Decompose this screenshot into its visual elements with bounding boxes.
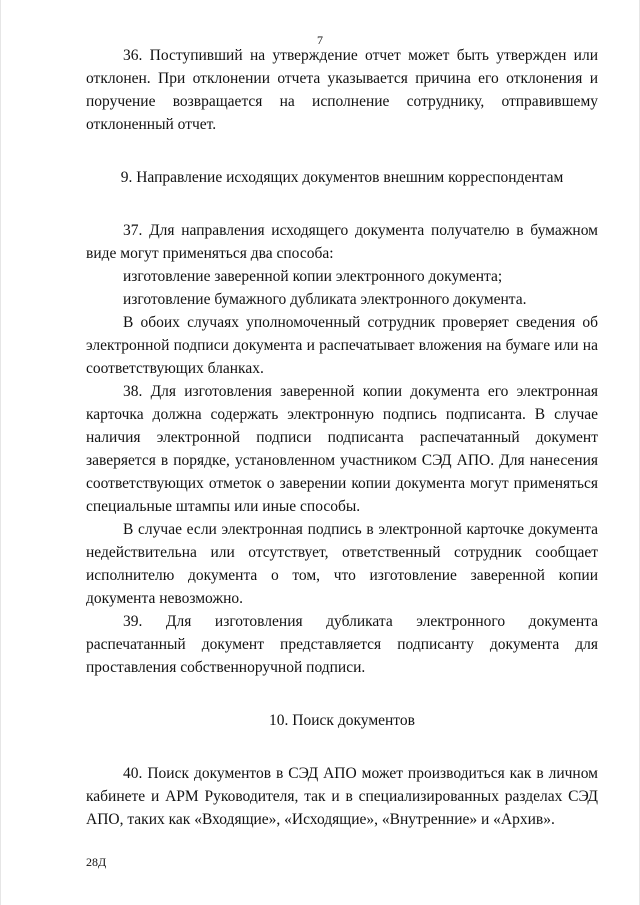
document-body — [86, 44, 598, 831]
paragraph-38: 38. Для изготовления заверенной копии документа его электронная карточка должна содержать электронную подпись подписанта. В случае наличия электронной подписи подписанта распечатанный документ заверяется в порядке, установленном участником СЭД АПО. Для нанесения соответствующих отметок о заверении копии документа могут применяться специальные штампы или иные способы. — [86, 383, 598, 515]
paragraph-40: 40. Поиск документов в СЭД АПО может производиться как в личном кабинете и АРМ Руководителя, так и в специализированных разделах СЭД АПО, таких как «Входящие», «Исходящие», «Внутренние» и «Архив». — [86, 765, 598, 828]
paragraph-37: 37. Для направления исходящего документа получателю в бумажном виде могут применяться два способа: — [86, 222, 598, 262]
page-number: 7 — [317, 33, 323, 47]
paragraph-37-item-copy: изготовление заверенной копии электронного документа; — [123, 268, 503, 285]
paragraph-37-note: В обоих случаях уполномоченный сотрудник проверяет сведения об электронной подписи документа и распечатывает вложения на бумаге или на соответствующих бланках. — [86, 314, 598, 377]
section-heading-9: 9. Направление исходящих документов внешним корреспондентам — [120, 169, 564, 186]
paragraph-38-note: В случае если электронная подпись в электронной карточке документа недействительна или отсутствует, ответственный сотрудник сообщает исполнителю документа о том, что изготовление заверенной копии документа невозможно. — [86, 521, 598, 607]
section-heading-10: 10. Поиск документов — [269, 712, 415, 729]
footer-code: 28Д — [86, 855, 107, 869]
paragraph-39: 39. Для изготовления дубликата электронного документа распечатанный документ представляется подписанту документа для проставления собственноручной подписи. — [86, 613, 598, 676]
paragraph-36: 36. Поступивший на утверждение отчет может быть утвержден или отклонен. При отклонении отчета указывается причина его отклонения и поручение возвращается на исполнение сотруднику, отправившему отклоненный отчет. — [86, 47, 598, 133]
paragraph-37-item-duplicate: изготовление бумажного дубликата электронного документа. — [123, 291, 527, 308]
